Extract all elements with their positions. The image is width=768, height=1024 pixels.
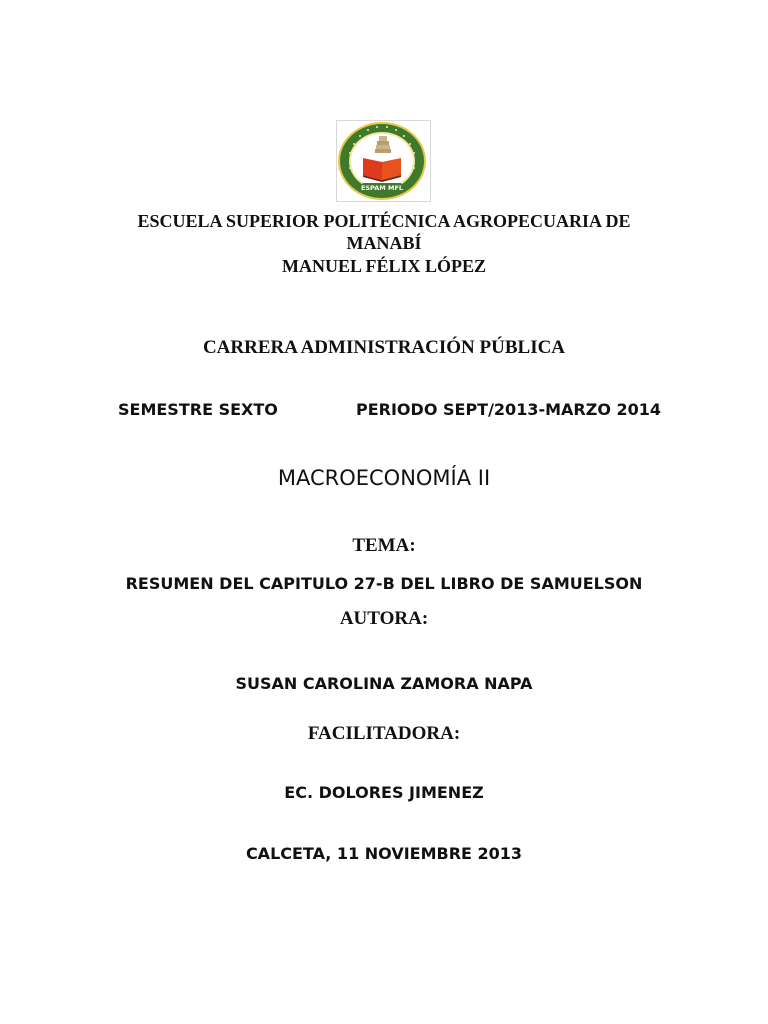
facilitadora-name: EC. DOLORES JIMENEZ (284, 783, 484, 802)
svg-text:ESPAM MFL: ESPAM MFL (360, 184, 404, 192)
periodo-label: PERIODO SEPT/2013-MARZO 2014 (356, 400, 662, 419)
school-name-line3: MANUEL FÉLIX LÓPEZ (281, 256, 487, 276)
subject-title: MACROECONOMÍA II (277, 466, 491, 490)
espam-seal-icon (336, 120, 431, 202)
place-date: CALCETA, 11 NOVIEMBRE 2013 (245, 844, 523, 863)
autora-name: SUSAN CAROLINA ZAMORA NAPA (235, 674, 533, 693)
autora-label: AUTORA: (339, 608, 429, 629)
school-logo (336, 120, 431, 202)
facilitadora-label: FACILITADORA: (307, 723, 461, 744)
carrera-title: CARRERA ADMINISTRACIÓN PÚBLICA (202, 337, 566, 358)
tema-label: TEMA: (352, 535, 416, 556)
semestre-label: SEMESTRE SEXTO (118, 400, 278, 419)
tema-text: RESUMEN DEL CAPITULO 27-B DEL LIBRO DE SAMUELSON (125, 574, 643, 593)
school-name-line2: MANABÍ (346, 233, 422, 253)
school-name-line1: ESCUELA SUPERIOR POLITÉCNICA AGROPECUARIA DE (137, 211, 631, 231)
